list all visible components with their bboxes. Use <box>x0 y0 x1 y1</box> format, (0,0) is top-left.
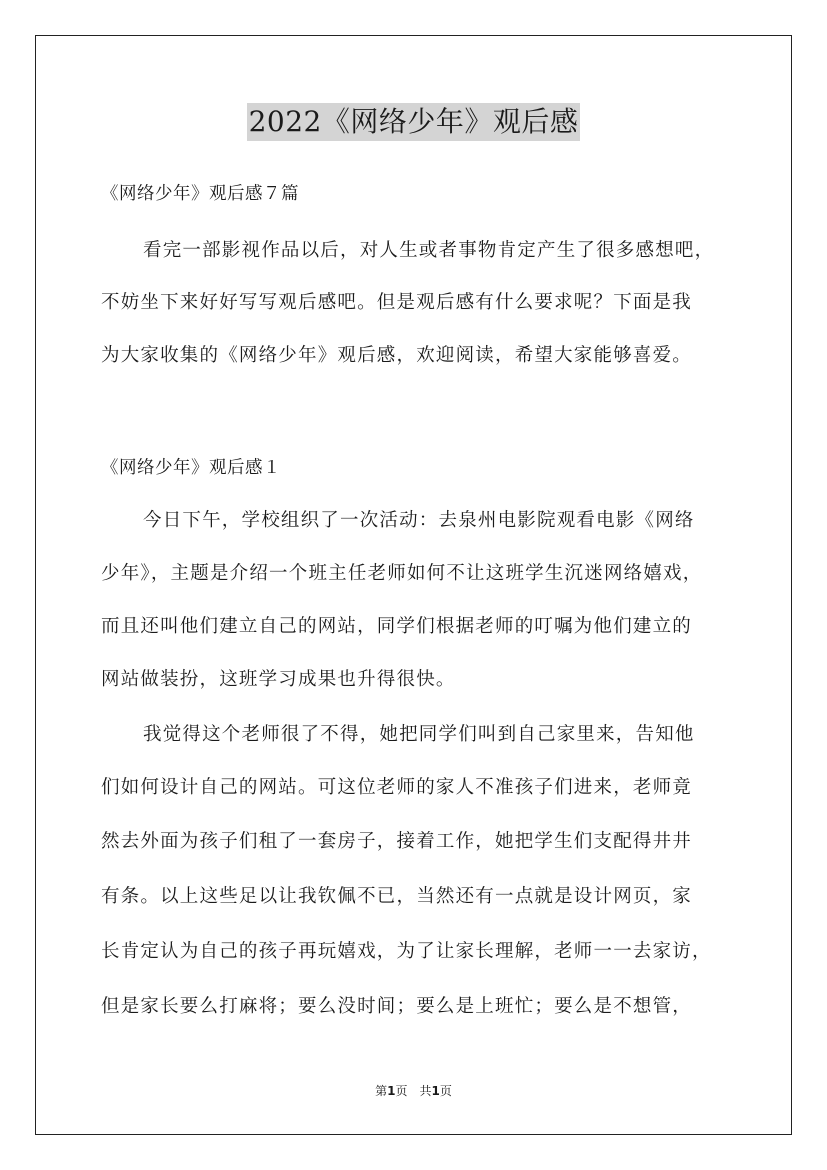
document-title: 2022《网络少年》观后感 <box>247 103 581 141</box>
page-current: 1 <box>387 1084 396 1098</box>
paragraph-line: 有条。以上这些足以让我钦佩不已，当然还有一点就是设计网页，家 <box>101 886 693 907</box>
page-mid: 页 共 <box>395 1084 432 1098</box>
paragraph-line: 而且还叫他们建立自己的网站，同学们根据老师的叮嘱为他们建立的 <box>101 616 693 637</box>
page-total: 1 <box>431 1084 440 1098</box>
page-prefix: 第 <box>375 1084 388 1098</box>
page-footer <box>0 1083 827 1099</box>
intro-line: 不妨坐下来好好写写观后感吧。但是观后感有什么要求呢？下面是我 <box>101 292 693 313</box>
page-suffix: 页 <box>439 1084 452 1098</box>
intro-line: 看完一部影视作品以后，对人生或者事物肯定产生了很多感想吧， <box>143 240 715 261</box>
document-subtitle: 《网络少年》观后感７篇 <box>101 184 299 204</box>
title-container <box>0 103 827 141</box>
paragraph-line: 但是家长要么打麻将；要么没时间；要么是上班忙；要么是不想管， <box>101 996 693 1017</box>
paragraph-line: 长肯定认为自己的孩子再玩嬉戏，为了让家长理解，老师一一去家访， <box>101 941 712 962</box>
paragraph-line: 然去外面为孩子们租了一套房子，接着工作，她把学生们支配得井井 <box>101 831 693 852</box>
intro-line: 为大家收集的《网络少年》观后感，欢迎阅读，希望大家能够喜爱。 <box>101 345 693 366</box>
section-heading: 《网络少年》观后感１ <box>101 458 281 478</box>
paragraph-line: 网站做装扮，这班学习成果也升得很快。 <box>101 669 456 690</box>
paragraph-line: 少年》，主题是介绍一个班主任老师如何不让这班学生沉迷网络嬉戏， <box>101 563 703 584</box>
paragraph-line: 今日下午，学校组织了一次活动：去泉州电影院观看电影《网络 <box>143 510 695 531</box>
paragraph-line: 们如何设计自己的网站。可这位老师的家人不准孩子们进来，老师竟 <box>101 777 693 798</box>
paragraph-line: 我觉得这个老师很了不得，她把同学们叫到自己家里来，告知他 <box>143 724 695 745</box>
